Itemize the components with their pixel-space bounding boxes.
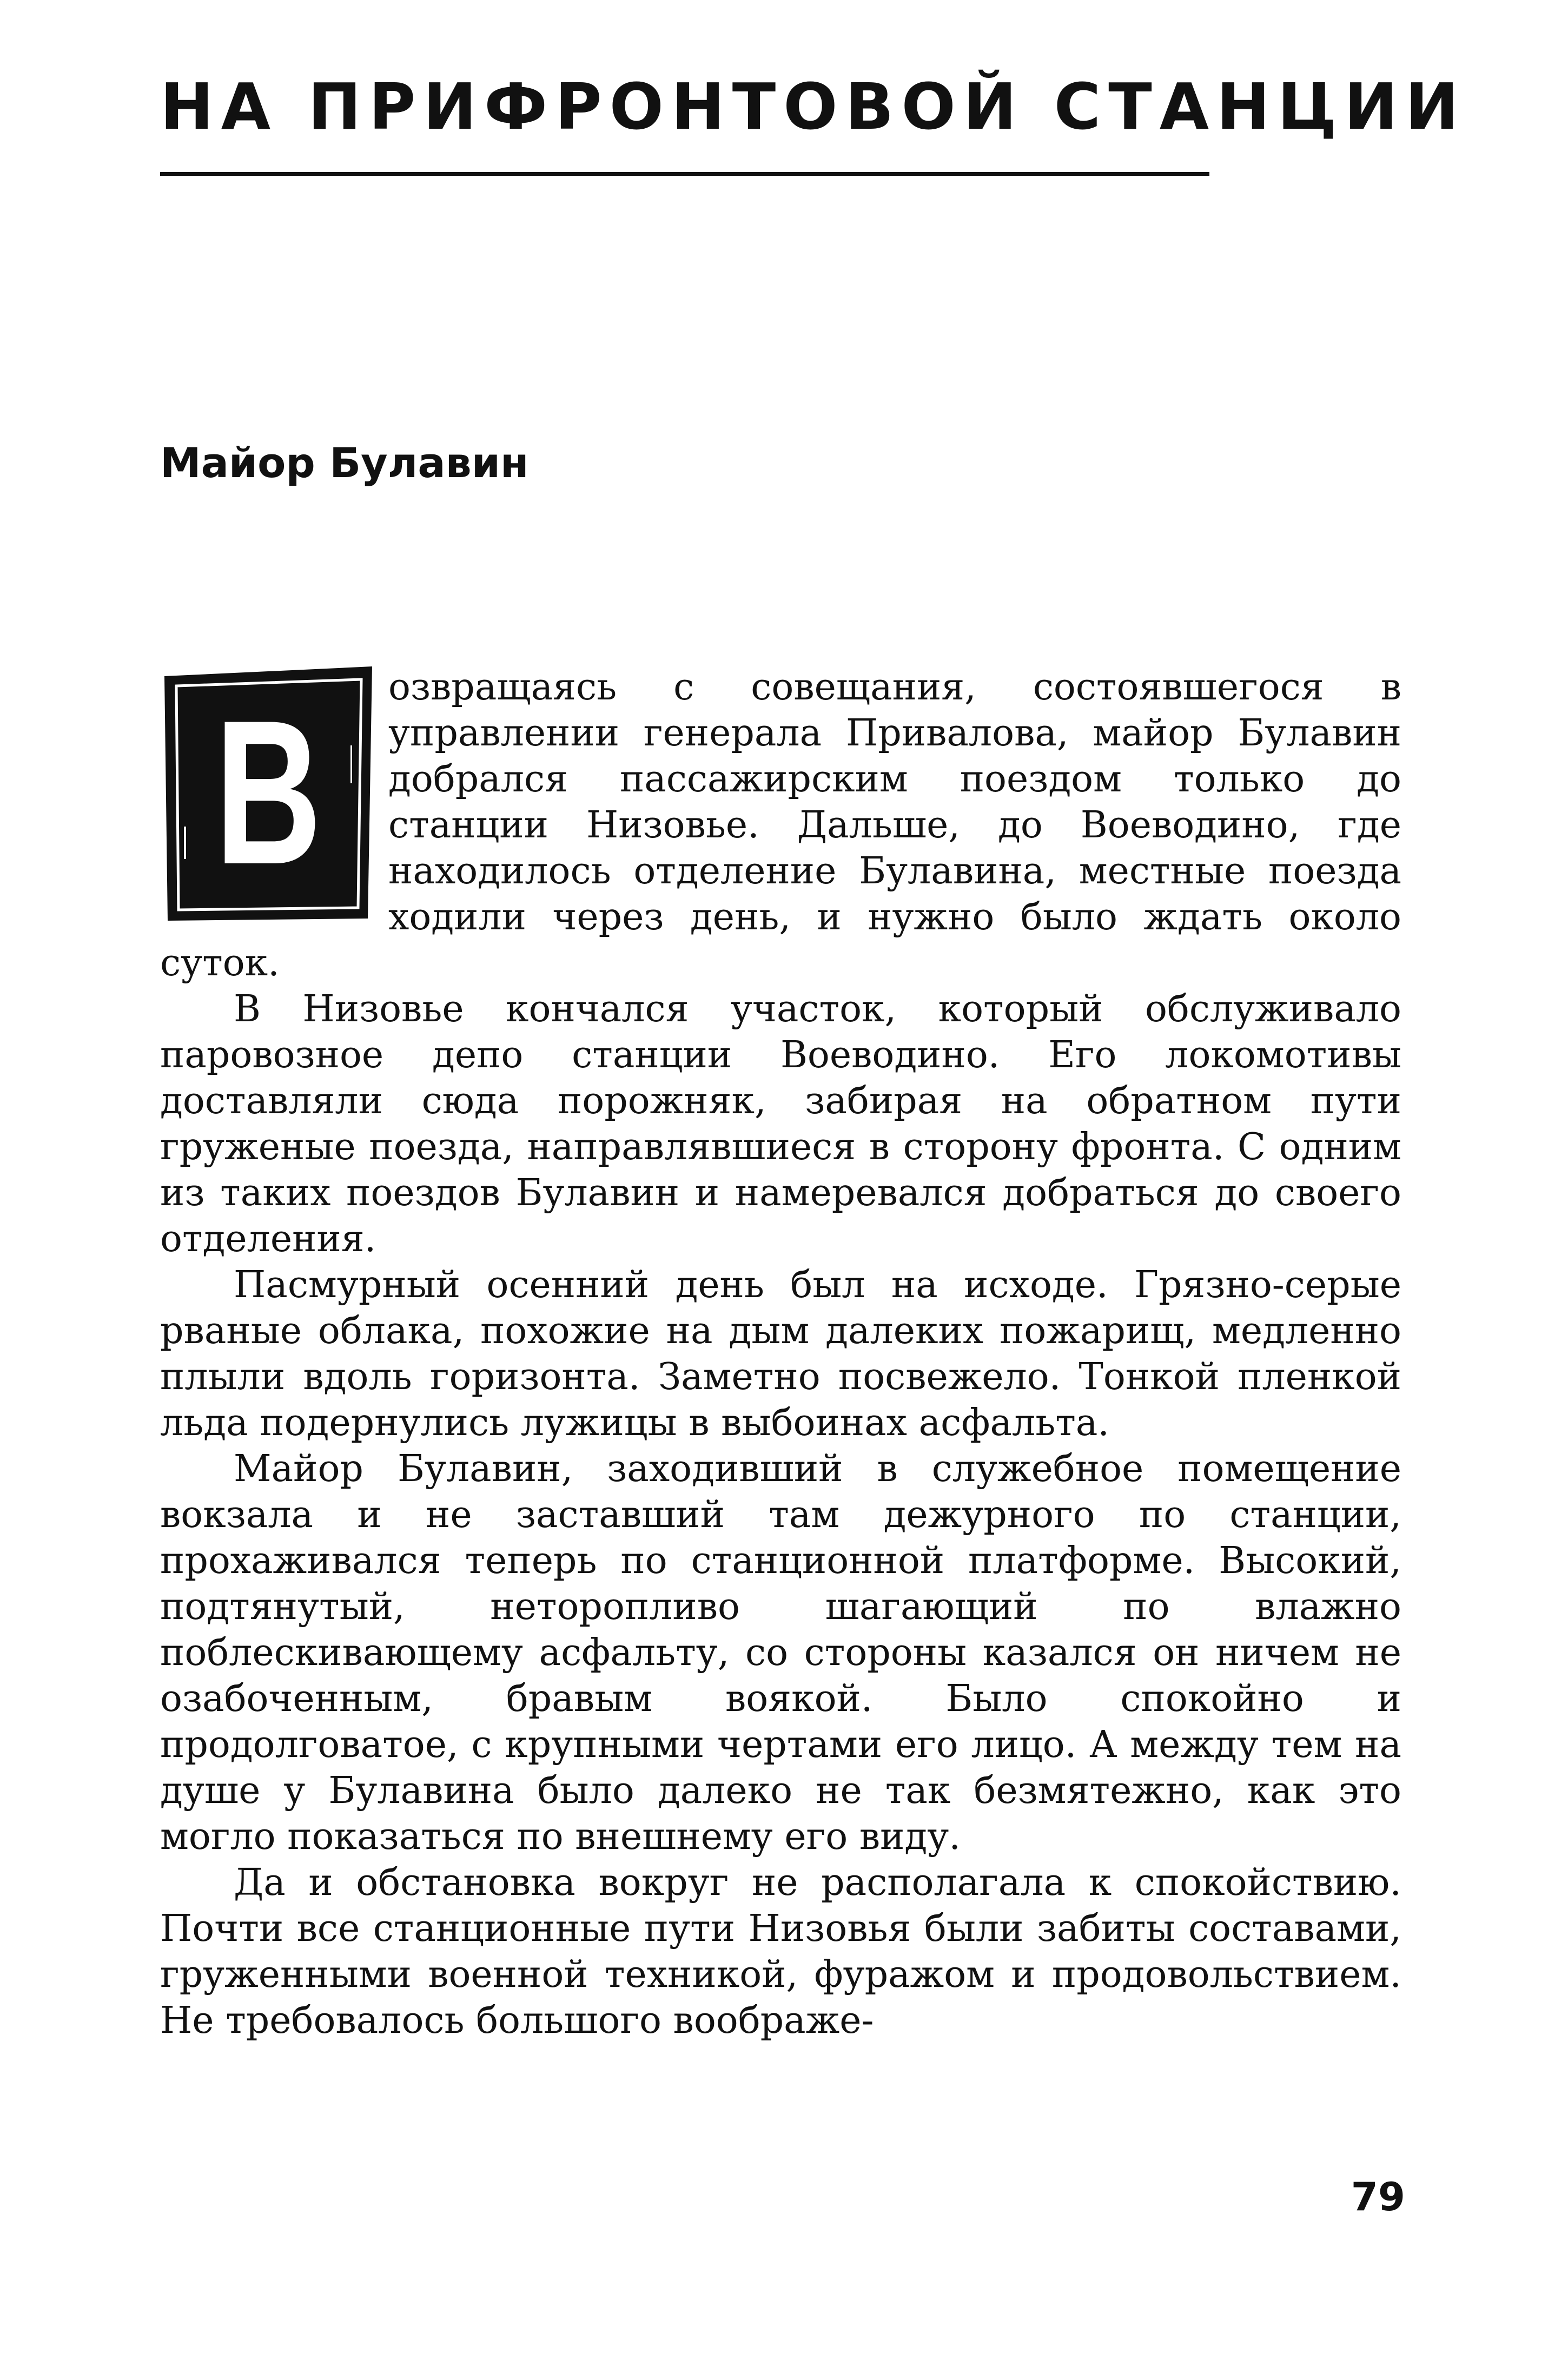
dropcap-letter: В <box>215 677 322 907</box>
running-head: НА ПРИФРОНТОВОЙ СТАНЦИИ <box>160 69 1466 144</box>
section-title: Майор Булавин <box>160 439 529 487</box>
paragraph-4: Майор Булавин, заходивший в служебное помещение вокзала и не заставший там дежурного по станции, прохаживался теперь по станционной платформе. Высокий, подтянутый, неторопливо шагающий по влажно поблескивающему асфальту, со стороны казался он ничем не озабоченным, бравым воякой. Было спокойно и продолговатое, с крупными чертами его лицо. А между тем на душе у Булавина было далеко не так безмятежно, как это могло показаться по внешнему его виду. <box>160 1448 1401 1858</box>
paragraph-1: озвращаясь с совещания, состоявшегося в управлении генерала Привалова, майор Булавин добрался пассажирским поездом только до станции Низовье. Дальше, до Воеводино, где находилось отделение Булавина, местные поезда ходили через день, и нужно было ждать около суток. <box>160 666 1401 985</box>
paragraph-2: В Низовье кончался участок, который обслуживало паровозное депо станции Воеводино. Его локомотивы доставляли сюда порожняк, забирая на обратном пути груженые поезда, направлявшиеся в сторону фронта. С одним из таких поездов Булавин и намеревался добраться до своего отделения. <box>160 988 1401 1260</box>
paragraph-3: Пасмурный осенний день был на исходе. Грязно-серые рваные облака, похожие на дым далеких пожарищ, медленно плыли вдоль горизонта. Заметно посвежело. Тонкой пленкой льда подернулись лужицы в выбоинах асфальта. <box>160 1264 1401 1444</box>
page-number: 79 <box>1351 2174 1405 2219</box>
dropcap <box>160 664 376 923</box>
body-text <box>160 664 1401 2044</box>
head-rule <box>160 172 1209 176</box>
paragraph-5: Да и обстановка вокруг не располагала к спокойствию. Почти все станционные пути Низовья были забиты составами, груженными военной техникой, фуражом и продовольствием. Не требовалось большого воображе- <box>160 1861 1401 2042</box>
